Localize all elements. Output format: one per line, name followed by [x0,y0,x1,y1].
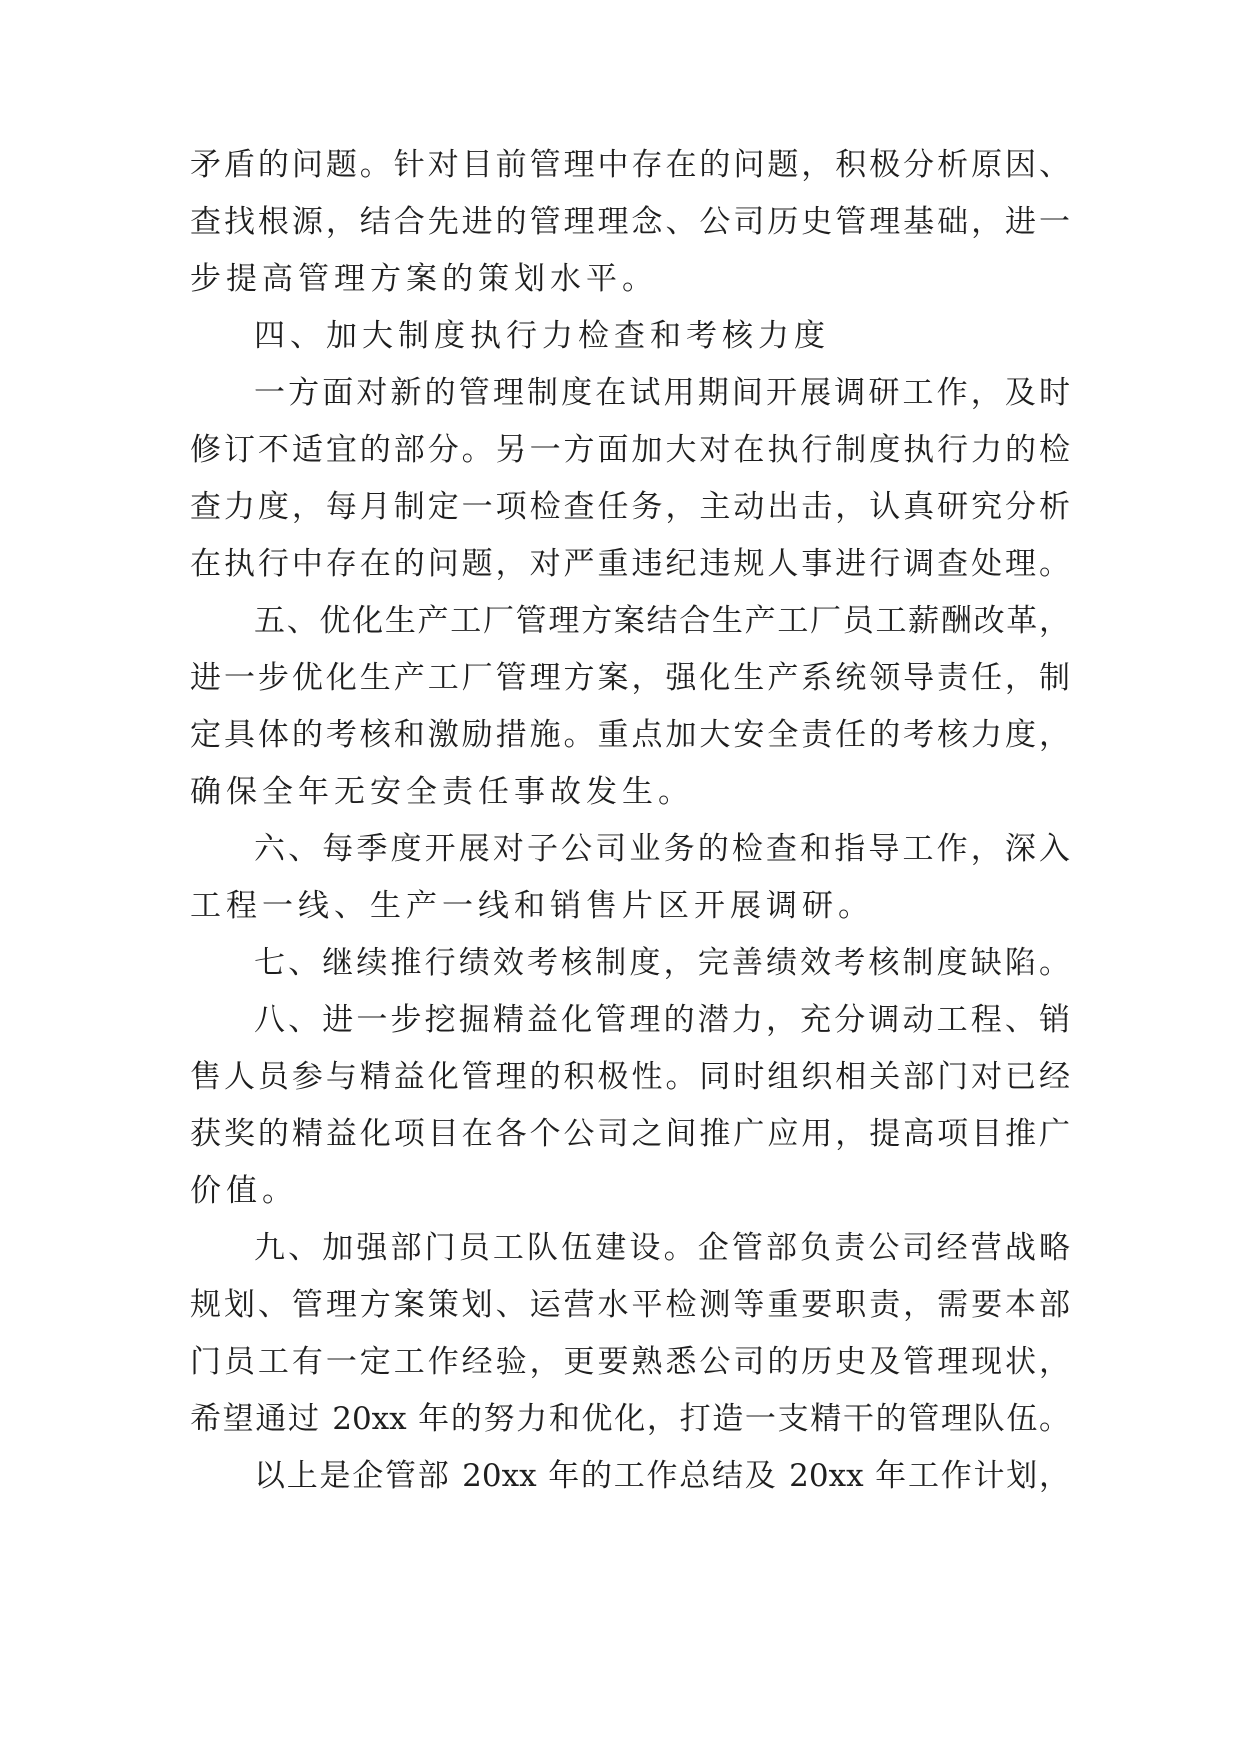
text-line: 七、继续推行绩效考核制度，完善绩效考核制度缺陷。 [254,945,1070,981]
text-line: 获奖的精益化项目在各个公司之间推广应用，提高项目推广 [190,1116,1070,1152]
text-line: 一方面对新的管理制度在试用期间开展调研工作，及时 [254,375,1070,411]
text-line: 八、进一步挖掘精益化管理的潜力，充分调动工程、销 [254,1002,1070,1038]
text-line: 定具体的考核和激励措施。重点加大安全责任的考核力度， [190,717,1070,753]
text-line: 价值。 [190,1173,298,1209]
text-line: 门员工有一定工作经验，更要熟悉公司的历史及管理现状， [190,1344,1070,1380]
section-heading: 四、加大制度执行力检查和考核力度 [254,318,830,354]
text-line: 步提高管理方案的策划水平。 [190,261,658,297]
text-line: 修订不适宜的部分。另一方面加大对在执行制度执行力的检 [190,432,1070,468]
text-line: 进一步优化生产工厂管理方案，强化生产系统领导责任，制 [190,660,1070,696]
text-line: 六、每季度开展对子公司业务的检查和指导工作，深入 [254,831,1070,867]
text-line: 九、加强部门员工队伍建设。企管部负责公司经营战略 [254,1230,1070,1266]
text-line: 工程一线、生产一线和销售片区开展调研。 [190,888,874,924]
text-line: 确保全年无安全责任事故发生。 [190,774,694,810]
text-line: 矛盾的问题。针对目前管理中存在的问题，积极分析原因、 [190,147,1070,183]
text-line: 规划、管理方案策划、运营水平检测等重要职责，需要本部 [190,1287,1070,1323]
text-line: 查找根源，结合先进的管理理念、公司历史管理基础，进一 [190,204,1070,240]
text-line: 售人员参与精益化管理的积极性。同时组织相关部门对已经 [190,1059,1070,1095]
text-line: 查力度，每月制定一项检查任务，主动出击，认真研究分析 [190,489,1070,525]
text-line: 在执行中存在的问题，对严重违纪违规人事进行调查处理。 [190,546,1070,582]
text-line: 五、优化生产工厂管理方案结合生产工厂员工薪酬改革， [254,603,1070,639]
text-line: 希望通过 20xx 年的努力和优化，打造一支精干的管理队伍。 [190,1401,1070,1437]
text-line: 以上是企管部 20xx 年的工作总结及 20xx 年工作计划， [254,1458,1070,1494]
